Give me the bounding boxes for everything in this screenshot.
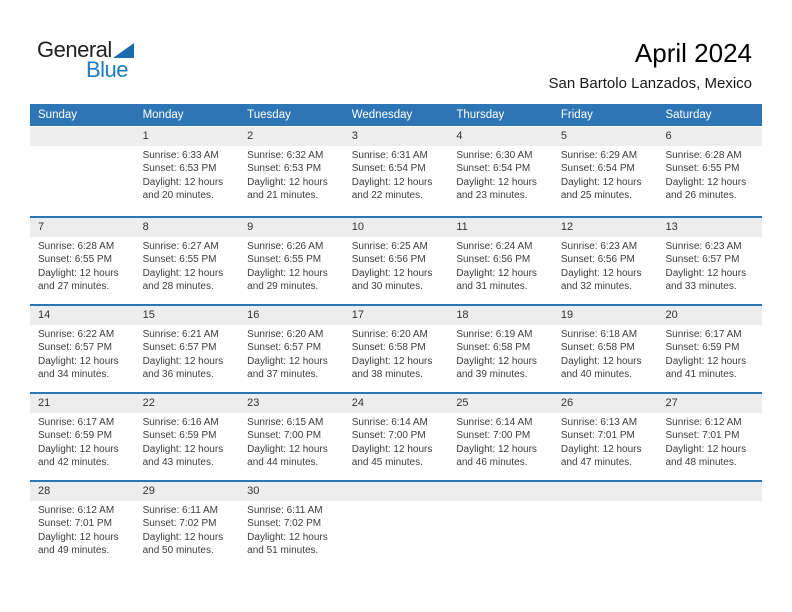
- day-cell-details: [448, 325, 553, 382]
- calendar-week-row: [30, 127, 762, 216]
- daylight-text-line1: Daylight: 12 hours: [456, 355, 537, 367]
- sunrise-text: Sunrise: 6:25 AM: [351, 241, 428, 252]
- daylight-text-line1: Daylight: 12 hours: [247, 531, 328, 543]
- day-number: 28: [38, 485, 51, 497]
- empty-day-cell: [30, 146, 135, 203]
- sunset-text: Sunset: 6:58 PM: [560, 342, 635, 354]
- daylight-text-line2: and 39 minutes.: [456, 369, 528, 381]
- daylight-text-line1: Daylight: 12 hours: [247, 267, 328, 279]
- day-number: 14: [38, 309, 51, 321]
- sunrise-text: Sunrise: 6:21 AM: [142, 329, 219, 340]
- day-number: 18: [456, 309, 469, 321]
- day-cell-details: [135, 413, 240, 470]
- daylight-text-line1: Daylight: 12 hours: [142, 176, 224, 188]
- empty-day-cell: [657, 501, 762, 558]
- day-number-band: [30, 306, 762, 325]
- empty-day-number: [657, 482, 762, 501]
- day-number: 22: [142, 397, 155, 409]
- weekday-header-saturday: Saturday: [665, 109, 712, 121]
- day-details-row: [30, 146, 762, 203]
- day-cell-details: [553, 325, 658, 382]
- calendar: [30, 104, 762, 568]
- day-number: 30: [247, 485, 260, 497]
- day-cell-details: [30, 413, 135, 470]
- weekday-header-friday: Friday: [560, 109, 593, 121]
- daylight-text-line2: and 25 minutes.: [560, 190, 633, 202]
- day-cell-details: [135, 325, 240, 382]
- weekday-header-monday: Monday: [142, 109, 184, 121]
- day-number: 9: [247, 221, 254, 233]
- daylight-text-line1: Daylight: 12 hours: [351, 267, 433, 279]
- day-cell-details: [657, 237, 762, 294]
- day-cell-details: [239, 501, 344, 558]
- sunrise-text: Sunrise: 6:31 AM: [351, 150, 428, 161]
- daylight-text-line2: and 49 minutes.: [38, 545, 110, 557]
- daylight-text-line2: and 46 minutes.: [456, 457, 528, 469]
- day-cell-details: [135, 501, 240, 558]
- daylight-text-line1: Daylight: 12 hours: [142, 443, 224, 455]
- day-cell-details: [448, 237, 553, 294]
- daylight-text-line2: and 40 minutes.: [560, 369, 633, 381]
- sunset-text: Sunset: 6:54 PM: [560, 163, 635, 175]
- day-cell-details: [344, 413, 449, 470]
- sunrise-text: Sunrise: 6:17 AM: [38, 417, 115, 428]
- daylight-text-line1: Daylight: 12 hours: [665, 443, 747, 455]
- sunrise-text: Sunrise: 6:22 AM: [38, 329, 115, 340]
- empty-day-cell: [344, 501, 449, 558]
- daylight-text-line2: and 43 minutes.: [142, 457, 214, 469]
- sunset-text: Sunset: 7:00 PM: [247, 430, 322, 442]
- day-number: 11: [456, 221, 468, 233]
- sunrise-text: Sunrise: 6:15 AM: [247, 417, 324, 428]
- sunrise-text: Sunrise: 6:27 AM: [142, 241, 219, 252]
- daylight-text-line2: and 38 minutes.: [351, 369, 423, 381]
- daylight-text-line1: Daylight: 12 hours: [38, 531, 119, 543]
- sunset-text: Sunset: 6:57 PM: [38, 342, 112, 354]
- day-cell-details: [239, 237, 344, 294]
- sunset-text: Sunset: 6:55 PM: [247, 254, 322, 266]
- day-cell-details: [239, 146, 344, 203]
- daylight-text-line2: and 31 minutes.: [456, 281, 528, 293]
- sunset-text: Sunset: 6:53 PM: [247, 163, 322, 175]
- daylight-text-line2: and 33 minutes.: [665, 281, 737, 293]
- daylight-text-line1: Daylight: 12 hours: [38, 355, 119, 367]
- sunset-text: Sunset: 7:01 PM: [665, 430, 740, 442]
- day-cell-details: [344, 237, 449, 294]
- daylight-text-line2: and 34 minutes.: [38, 369, 110, 381]
- sunset-text: Sunset: 6:56 PM: [456, 254, 531, 266]
- daylight-text-line1: Daylight: 12 hours: [351, 176, 433, 188]
- day-number: 10: [351, 221, 364, 233]
- sunset-text: Sunset: 6:59 PM: [665, 342, 740, 354]
- daylight-text-line2: and 29 minutes.: [247, 281, 319, 293]
- sunrise-text: Sunrise: 6:11 AM: [247, 505, 323, 516]
- sunrise-text: Sunrise: 6:28 AM: [665, 150, 742, 161]
- sunrise-text: Sunrise: 6:24 AM: [456, 241, 533, 252]
- daylight-text-line2: and 21 minutes.: [247, 190, 319, 202]
- sunset-text: Sunset: 6:59 PM: [142, 430, 217, 442]
- day-number-band: [30, 127, 762, 146]
- sunset-text: Sunset: 7:00 PM: [351, 430, 426, 442]
- sunrise-text: Sunrise: 6:23 AM: [560, 241, 638, 252]
- sunset-text: Sunset: 7:01 PM: [560, 430, 635, 442]
- daylight-text-line1: Daylight: 12 hours: [247, 355, 328, 367]
- day-number-band: [30, 482, 762, 501]
- daylight-text-line1: Daylight: 12 hours: [142, 355, 224, 367]
- empty-day-number: [448, 482, 553, 501]
- sunrise-text: Sunrise: 6:17 AM: [665, 329, 742, 340]
- sunset-text: Sunset: 6:57 PM: [665, 254, 740, 266]
- sunset-text: Sunset: 7:01 PM: [38, 518, 112, 530]
- day-cell-details: [30, 237, 135, 294]
- daylight-text-line1: Daylight: 12 hours: [456, 176, 537, 188]
- day-cell-details: [344, 325, 449, 382]
- sunrise-text: Sunrise: 6:14 AM: [351, 417, 428, 428]
- day-cell-details: [239, 325, 344, 382]
- daylight-text-line1: Daylight: 12 hours: [351, 443, 433, 455]
- sunrise-text: Sunrise: 6:18 AM: [560, 329, 638, 340]
- day-number: 16: [247, 309, 260, 321]
- day-cell-details: [657, 413, 762, 470]
- sunset-text: Sunset: 6:54 PM: [351, 163, 426, 175]
- day-cell-details: [553, 237, 658, 294]
- day-number: 6: [665, 130, 672, 142]
- daylight-text-line2: and 50 minutes.: [142, 545, 214, 557]
- day-number: 20: [665, 309, 678, 321]
- day-cell-details: [553, 413, 658, 470]
- sunrise-text: Sunrise: 6:19 AM: [456, 329, 533, 340]
- daylight-text-line2: and 22 minutes.: [351, 190, 423, 202]
- day-number: 7: [38, 221, 45, 233]
- daylight-text-line2: and 37 minutes.: [247, 369, 319, 381]
- location-subtitle: San Bartolo Lanzados, Mexico: [548, 75, 752, 92]
- empty-day-cell: [553, 501, 658, 558]
- day-cell-details: [239, 413, 344, 470]
- day-cell-details: [448, 146, 553, 203]
- daylight-text-line2: and 27 minutes.: [38, 281, 110, 293]
- sunset-text: Sunset: 7:02 PM: [247, 518, 322, 530]
- day-details-row: [30, 237, 762, 294]
- daylight-text-line1: Daylight: 12 hours: [38, 443, 119, 455]
- sunrise-text: Sunrise: 6:13 AM: [560, 417, 638, 428]
- calendar-grid: [30, 127, 762, 568]
- page-title: April 2024: [634, 38, 752, 68]
- day-number: 5: [560, 130, 568, 142]
- day-cell-details: [657, 146, 762, 203]
- sunrise-text: Sunrise: 6:28 AM: [38, 241, 115, 252]
- empty-day-number: [344, 482, 449, 501]
- sunrise-text: Sunrise: 6:20 AM: [247, 329, 324, 340]
- daylight-text-line1: Daylight: 12 hours: [665, 267, 747, 279]
- calendar-week-row: [30, 480, 762, 568]
- sunset-text: Sunset: 6:58 PM: [351, 342, 426, 354]
- daylight-text-line2: and 44 minutes.: [247, 457, 319, 469]
- daylight-text-line2: and 26 minutes.: [665, 190, 737, 202]
- day-number: 17: [351, 309, 364, 321]
- day-number: 12: [560, 221, 574, 233]
- daylight-text-line1: Daylight: 12 hours: [560, 355, 642, 367]
- day-details-row: [30, 325, 762, 382]
- daylight-text-line2: and 48 minutes.: [665, 457, 737, 469]
- sunset-text: Sunset: 6:59 PM: [38, 430, 112, 442]
- empty-day-number: [553, 482, 658, 501]
- day-number: 3: [351, 130, 358, 142]
- daylight-text-line1: Daylight: 12 hours: [560, 176, 642, 188]
- weekday-header-wednesday: Wednesday: [351, 109, 413, 121]
- day-number: 1: [142, 130, 149, 142]
- day-number: 4: [456, 130, 463, 142]
- calendar-week-row: [30, 216, 762, 304]
- day-number: 26: [560, 397, 574, 409]
- sunrise-text: Sunrise: 6:12 AM: [665, 417, 742, 428]
- daylight-text-line2: and 42 minutes.: [38, 457, 110, 469]
- sunrise-text: Sunrise: 6:20 AM: [351, 329, 428, 340]
- sunset-text: Sunset: 6:58 PM: [456, 342, 531, 354]
- sunset-text: Sunset: 6:53 PM: [142, 163, 217, 175]
- day-cell-details: [30, 325, 135, 382]
- sunrise-text: Sunrise: 6:14 AM: [456, 417, 533, 428]
- day-number: 29: [142, 485, 155, 497]
- day-number: 13: [665, 221, 678, 233]
- weekday-header-sunday: Sunday: [38, 109, 78, 121]
- logo-triangle-icon: [113, 43, 134, 58]
- weekday-header-row: [30, 104, 762, 126]
- sunset-text: Sunset: 6:57 PM: [142, 342, 217, 354]
- day-cell-details: [135, 237, 240, 294]
- daylight-text-line1: Daylight: 12 hours: [247, 176, 328, 188]
- daylight-text-line1: Daylight: 12 hours: [665, 176, 747, 188]
- sunrise-text: Sunrise: 6:16 AM: [142, 417, 219, 428]
- day-number: 23: [247, 397, 260, 409]
- daylight-text-line2: and 36 minutes.: [142, 369, 214, 381]
- daylight-text-line1: Daylight: 12 hours: [247, 443, 328, 455]
- day-number: 15: [142, 309, 155, 321]
- daylight-text-line2: and 51 minutes.: [247, 545, 319, 557]
- daylight-text-line2: and 45 minutes.: [351, 457, 423, 469]
- day-number-band: [30, 218, 762, 237]
- day-details-row: [30, 501, 762, 558]
- sunset-text: Sunset: 7:02 PM: [142, 518, 217, 530]
- daylight-text-line1: Daylight: 12 hours: [665, 355, 747, 367]
- general-blue-logo: [37, 37, 134, 82]
- logo-word-blue: Blue: [86, 57, 129, 82]
- header-title-block: [549, 40, 752, 92]
- day-number: 21: [38, 397, 51, 409]
- calendar-week-row: [30, 304, 762, 392]
- daylight-text-line1: Daylight: 12 hours: [142, 267, 224, 279]
- sunrise-text: Sunrise: 6:26 AM: [247, 241, 324, 252]
- day-number: 25: [456, 397, 469, 409]
- day-number: 19: [560, 309, 574, 321]
- daylight-text-line1: Daylight: 12 hours: [456, 267, 537, 279]
- logo-word-general: General: [37, 37, 112, 62]
- weekday-header-thursday: Thursday: [456, 109, 505, 121]
- day-number: 27: [665, 397, 678, 409]
- sunset-text: Sunset: 6:55 PM: [38, 254, 112, 266]
- daylight-text-line1: Daylight: 12 hours: [38, 267, 119, 279]
- empty-day-cell: [448, 501, 553, 558]
- calendar-week-row: [30, 392, 762, 480]
- sunset-text: Sunset: 6:54 PM: [456, 163, 531, 175]
- daylight-text-line1: Daylight: 12 hours: [560, 443, 642, 455]
- sunrise-text: Sunrise: 6:32 AM: [247, 150, 324, 161]
- daylight-text-line2: and 30 minutes.: [351, 281, 423, 293]
- day-number: 8: [142, 221, 149, 233]
- empty-day-number: [30, 127, 135, 146]
- day-cell-details: [553, 146, 658, 203]
- day-cell-details: [30, 501, 135, 558]
- day-number: 24: [351, 397, 364, 409]
- daylight-text-line2: and 32 minutes.: [560, 281, 633, 293]
- day-cell-details: [657, 325, 762, 382]
- sunrise-text: Sunrise: 6:33 AM: [142, 150, 219, 161]
- daylight-text-line1: Daylight: 12 hours: [351, 355, 433, 367]
- day-details-row: [30, 413, 762, 470]
- sunrise-text: Sunrise: 6:23 AM: [665, 241, 742, 252]
- sunset-text: Sunset: 6:57 PM: [247, 342, 322, 354]
- day-cell-details: [448, 413, 553, 470]
- sunset-text: Sunset: 6:56 PM: [351, 254, 426, 266]
- daylight-text-line2: and 28 minutes.: [142, 281, 214, 293]
- sunrise-text: Sunrise: 6:12 AM: [38, 505, 115, 516]
- daylight-text-line1: Daylight: 12 hours: [560, 267, 642, 279]
- daylight-text-line1: Daylight: 12 hours: [456, 443, 537, 455]
- daylight-text-line2: and 20 minutes.: [142, 190, 214, 202]
- sunset-text: Sunset: 6:55 PM: [665, 163, 740, 175]
- sunset-text: Sunset: 6:56 PM: [560, 254, 635, 266]
- weekday-header-tuesday: Tuesday: [247, 109, 291, 121]
- day-number: 2: [247, 130, 254, 142]
- daylight-text-line2: and 23 minutes.: [456, 190, 528, 202]
- day-cell-details: [344, 146, 449, 203]
- day-number-band: [30, 394, 762, 413]
- daylight-text-line1: Daylight: 12 hours: [142, 531, 224, 543]
- sunrise-text: Sunrise: 6:29 AM: [560, 150, 638, 161]
- day-cell-details: [135, 146, 240, 203]
- daylight-text-line2: and 41 minutes.: [665, 369, 737, 381]
- sunrise-text: Sunrise: 6:30 AM: [456, 150, 533, 161]
- daylight-text-line2: and 47 minutes.: [560, 457, 633, 469]
- sunset-text: Sunset: 7:00 PM: [456, 430, 531, 442]
- sunset-text: Sunset: 6:55 PM: [142, 254, 217, 266]
- sunrise-text: Sunrise: 6:11 AM: [142, 505, 218, 516]
